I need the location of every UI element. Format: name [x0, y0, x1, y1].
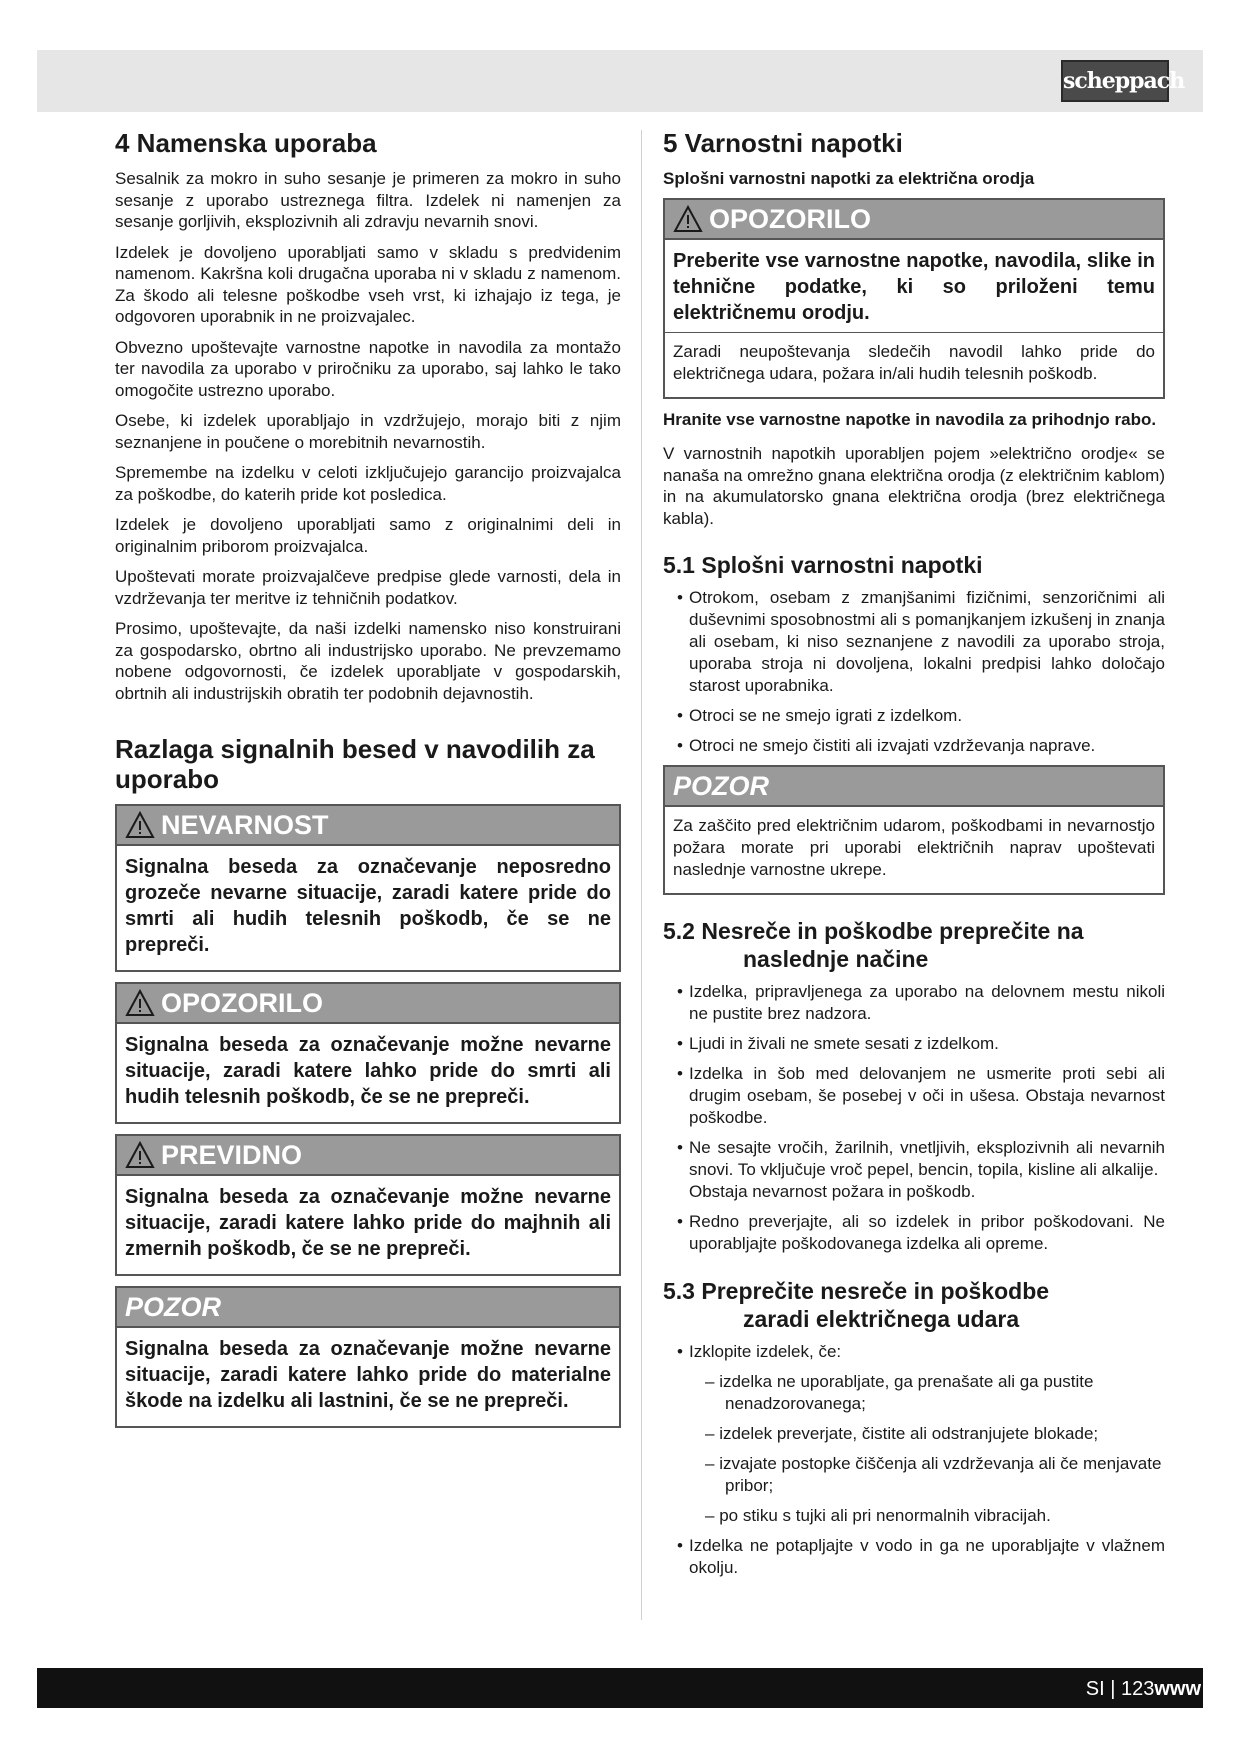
header-band	[37, 50, 1203, 112]
caution-label: PREVIDNO	[161, 1140, 303, 1170]
warning-box-header	[117, 984, 619, 1024]
caution-box	[115, 1134, 621, 1276]
power-tool-warning-box	[663, 198, 1165, 399]
dash-item: – po stiku s tujki ali pri nenormalnih vibracijah.	[705, 1506, 1051, 1525]
section-5-3-list	[663, 1341, 1165, 1363]
warning-box	[115, 982, 621, 1124]
dash-item: – izdelek preverjate, čistite ali odstranjujete blokade;	[705, 1424, 1099, 1443]
list-item: • Izklopite izdelek, če:	[677, 1342, 842, 1361]
section-5-1-list	[663, 587, 1165, 757]
caution-text: Signalna beseda za označevanje možne nevarne situacije, zaradi katere lahko pride do majhnih ali zmernih poškodb, če se ne prepreči.	[125, 1186, 611, 1260]
warning-triangle-icon	[125, 1141, 155, 1169]
section-4-title: 4 Namenska uporaba	[115, 128, 377, 158]
list-item: • Redno preverjajte, ali so izdelek in pribor poškodovani. Ne uporabljajte poškodovanega izdelka ali opreme.	[677, 1212, 1165, 1253]
power-tool-warning-header	[665, 200, 1163, 240]
signal-words-title: Razlaga signalnih besed v navodilih za uporabo	[115, 734, 595, 794]
section-5-3-list-end	[663, 1535, 1165, 1579]
section-5-1-title: 5.1 Splošni varnostni napotki	[663, 552, 983, 578]
warning-text: Signalna beseda za označevanje možne nevarne situacije, zaradi katere lahko pride do smrti ali hudih telesnih poškodb, če se ne prepreči.	[125, 1034, 611, 1108]
list-item: • Otroci ne smejo čistiti ali izvajati vzdrževanja naprave.	[677, 736, 1096, 755]
left-column	[115, 128, 621, 1438]
list-item-extra: Obstaja nevarnost požara in poškodb.	[689, 1182, 976, 1201]
warning-triangle-icon	[125, 989, 155, 1017]
list-item: • Izdelka, pripravljenega za uporabo na delovnem mestu nikoli ne pustite brez nadzora.	[677, 982, 1165, 1023]
box-separator	[665, 332, 1163, 333]
power-tool-warning-bold: Preberite vse varnostne napotke, navodila, slike in tehnične podatke, ki so priloženi temu električnemu orodju.	[673, 250, 1155, 324]
page-number: SI | 123www	[1085, 1678, 1201, 1700]
electric-notice-label: POZOR	[673, 771, 770, 801]
list-item: • Ljudi in živali ne smete sesati z izdelkom.	[677, 1034, 999, 1053]
power-tool-term-text: V varnostnih napotkih uporabljen pojem »električno orodje« se nanaša na omrežno gnana električna orodja (z električnim kablom) in na akumulatorsko gnana električna orodja (brez električnega kabla).	[663, 444, 1165, 528]
danger-box	[115, 804, 621, 972]
warning-triangle-icon	[673, 205, 703, 233]
section-5-2-title: 5.2 Nesreče in poškodbe preprečite na naslednje načine	[663, 918, 1084, 972]
danger-label: NEVARNOST	[161, 810, 329, 840]
list-item: • Izdelka ne potapljajte v vodo in ga ne uporabljajte v vlažnem okolju.	[677, 1536, 1165, 1577]
scheppach-logo: scheppach	[1061, 60, 1169, 102]
notice-text: Signalna beseda za označevanje možne nevarne situacije, zaradi katere lahko pride do materialne škode na izdelku ali lastnini, če se ne prepreči.	[125, 1338, 611, 1412]
section-5-3-title: 5.3 Preprečite nesreče in poškodbe zaradi električnega udara	[663, 1278, 1050, 1332]
paragraph: Prosimo, upoštevajte, da naši izdelki namensko niso konstruirani za gospodarsko, obrtno ali industrijsko uporabo. Ne prevzemamo nobene odgovornosti, če izdelek uporabljate v gospodarskih, obrtnih ali industrijskih obratih ter podobnih dejavnostih.	[115, 619, 621, 703]
column-divider	[641, 130, 642, 1620]
section-5-3-dash-list	[663, 1371, 1165, 1527]
electric-notice-box	[663, 765, 1165, 895]
paragraph: Spremembe na izdelku v celoti izključujejo garancijo proizvajalca za poškodbe, do katerih pride kot posledica.	[115, 463, 621, 504]
list-item: • Otrokom, osebam z zmanjšanimi fizičnimi, senzoričnimi ali duševnimi sposobnostmi ali s pomanjkanjem izkušenj in znanja ali osebam, ki niso seznanjene z navodili za uporabo stroja, uporaba stroja ni dovoljena, lokalni predpisi lahko določajo starost uporabnika.	[677, 588, 1165, 695]
caution-box-header	[117, 1136, 619, 1176]
danger-box-header	[117, 806, 619, 846]
keep-instructions-text: Hranite vse varnostne napotke in navodila za prihodnjo rabo.	[663, 410, 1157, 429]
notice-box	[115, 1286, 621, 1428]
paragraph: Osebe, ki izdelek uporabljajo in vzdržujejo, morajo biti z njim seznanjene in poučene o morebitnih nevarnostih.	[115, 411, 621, 452]
footer-url: www	[1154, 1678, 1201, 1700]
section-5-title: 5 Varnostni napotki	[663, 128, 903, 158]
paragraph: Obvezno upoštevajte varnostne napotke in navodila za montažo ter navodila za uporabo v priročniku za uporabo, saj lahko le tako omogočite ustrezno uporabo.	[115, 337, 621, 400]
notice-label: POZOR	[125, 1292, 222, 1322]
general-safety-subtitle: Splošni varnostni napotki za električna orodja	[663, 169, 1035, 188]
warning-triangle-icon	[125, 811, 155, 839]
right-column	[663, 128, 1165, 1587]
paragraph: Izdelek je dovoljeno uporabljati samo z originalnimi deli in originalnim priborom proizvajalca.	[115, 515, 621, 556]
dash-item: – izdelka ne uporabljate, ga prenašate ali ga pustite nenadzorovanega;	[705, 1372, 1094, 1413]
footer-band	[37, 1668, 1203, 1708]
paragraph: Izdelek je dovoljeno uporabljati samo v skladu s predvidenim namenom. Kakršna koli drugačna uporaba ni v skladu z namenom. Za škodo ali telesne poškodbe vseh vrst, ki izhajajo iz tega, je odgovoren uporabnik in ne proizvajalec.	[115, 242, 621, 326]
danger-text: Signalna beseda za označevanje neposredno grozeče nevarne situacije, zaradi katere pride do smrti ali hudih telesnih poškodb, če se ne prepreči.	[125, 856, 611, 956]
electric-notice-header	[665, 767, 1163, 807]
paragraph: Sesalnik za mokro in suho sesanje je primeren za mokro in suho sesanje z uporabo ustreznega filtra. Izdelek ni namenjen za sesanje gorljivih, eksplozivnih ali zdravju nevarnih snovi.	[115, 169, 621, 231]
warning-label: OPOZORILO	[161, 988, 323, 1018]
electric-notice-text: Za zaščito pred električnim udarom, poškodbami in nevarnostjo požara morate pri uporabi električnih naprav upoštevati naslednje varnostne ukrepe.	[673, 816, 1155, 879]
power-tool-warning-label: OPOZORILO	[709, 204, 871, 234]
list-item: • Izdelka in šob med delovanjem ne usmerite proti sebi ali drugim osebam, še posebej v oči in ušesa. Obstaja nevarnost poškodbe.	[677, 1064, 1165, 1127]
section-5-2-list	[663, 981, 1165, 1255]
dash-item: – izvajate postopke čiščenja ali vzdrževanja ali če menjavate pribor;	[705, 1454, 1162, 1495]
list-item: • Ne sesajte vročih, žarilnih, vnetljivih, eksplozivnih ali nevarnih snovi. To vključuje vroč pepel, bencin, topila, kisline ali alkalije. Obstaja nevarnost požara in poškodb.	[677, 1138, 1165, 1201]
power-tool-warning-text: Zaradi neupoštevanja sledečih navodil lahko pride do električnega udara, požara in/ali hudih telesnih poškodb.	[673, 342, 1155, 383]
list-item: • Otroci se ne smejo igrati z izdelkom.	[677, 706, 963, 725]
notice-box-header	[117, 1288, 619, 1328]
paragraph: Upoštevati morate proizvajalčeve predpise glede varnosti, dela in vzdrževanja ter meritve iz tehničnih podatkov.	[115, 567, 621, 608]
